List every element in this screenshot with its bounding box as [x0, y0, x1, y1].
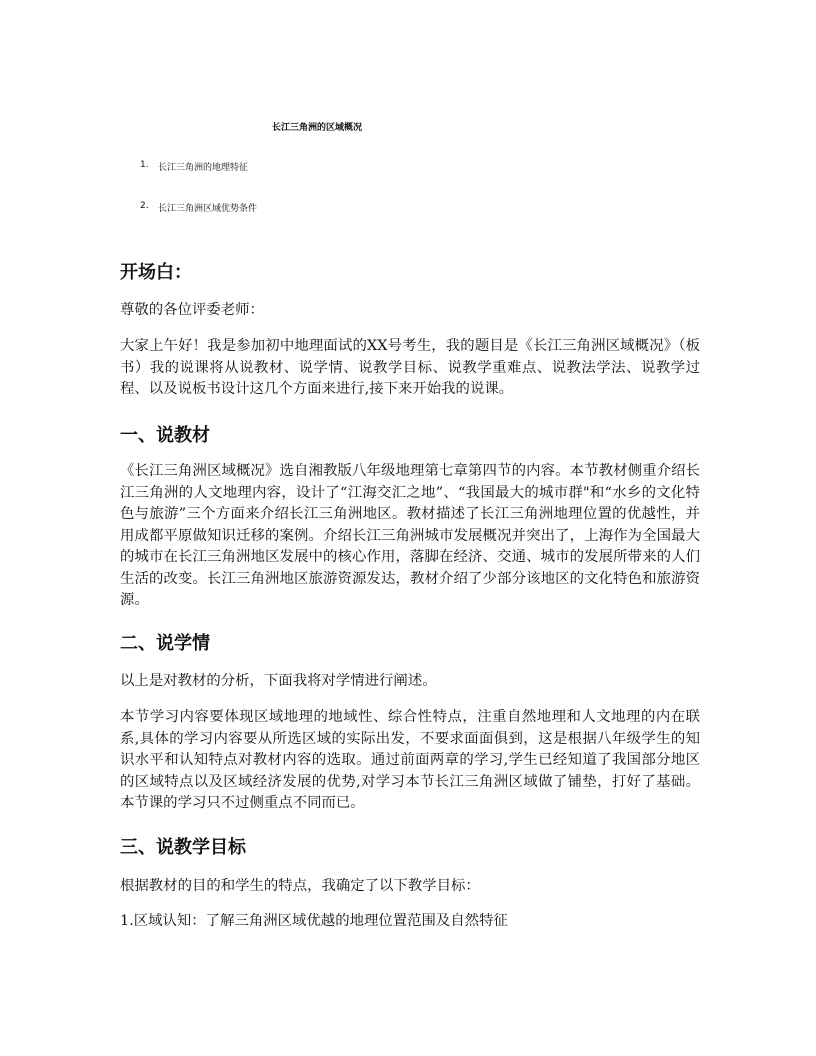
- intro-paragraph: 大家上午好！我是参加初中地理面试的XX号考生，我的题目是《长江三角洲区域概况》（板书）我的说课将从说教材、说学情、说教学目标、说教学重难点、说教法学法、说教学过程、以及说板书设计这几个方面来进行,接下来开始我的说课。: [120, 338, 700, 397]
- section3-heading: 三、说教学目标: [120, 837, 246, 858]
- board-item-number: 1.: [140, 160, 149, 170]
- goal-1-text: 1.区域认知：了解三角洲区域优越的地理位置范围及自然特征: [120, 913, 508, 929]
- section2-paragraph: 本节学习内容要体现区域地理的地域性、综合性特点，注重自然地理和人文地理的内在联系,具体的学习内容要从所选区域的实际出发，不要求面面俱到，这是根据八年级学生的知识水平和认知特点对教材内容的选取。通过前面两章的学习,学生已经知道了我国部分地区的区域特点以及区域经济发展的优势,对学习本节长江三角洲区域做了铺垫，打好了基础。本节课的学习只不过侧重点不同而已。: [120, 709, 700, 811]
- opening-heading: 开场白：: [120, 262, 192, 283]
- section3-lead: 根据教材的目的和学生的特点，我确定了以下教学目标：: [120, 878, 480, 894]
- board-title: 长江三角洲的区域概况: [272, 123, 363, 133]
- section2-lead: 以上是对教材的分析，下面我将对学情进行阐述。: [120, 673, 437, 689]
- greeting-text: 尊敬的各位评委老师：: [120, 302, 264, 318]
- board-item-text: 长江三角洲的地理特征: [158, 163, 249, 173]
- board-item-number: 2.: [140, 201, 149, 211]
- board-item: [140, 201, 257, 214]
- board-item: [140, 160, 248, 173]
- board-item-text: 长江三角洲区域优势条件: [158, 204, 258, 214]
- section1-paragraph: 《长江三角洲区域概况》选自湘教版八年级地理第七章第四节的内容。本节教材侧重介绍长江三角洲的人文地理内容，设计了“江海交汇之地”、“我国最大的城市群"和“水乡的文化特色与旅游”三个方面来介绍长江三角洲地区。教材描述了长江三角洲地理位置的优越性，并用成都平原做知识迁移的案例。介绍长江三角洲城市发展概况并突出了，上海作为全国最大的城市在长江三角洲地区发展中的核心作用，落脚在经济、交通、城市的发展所带来的人们生活的改变。长江三角洲地区旅游资源发达，教材介绍了少部分该地区的文化特色和旅游资源。: [120, 463, 700, 608]
- section2-heading: 二、说学情: [120, 633, 210, 654]
- section1-heading: 一、说教材: [120, 425, 210, 446]
